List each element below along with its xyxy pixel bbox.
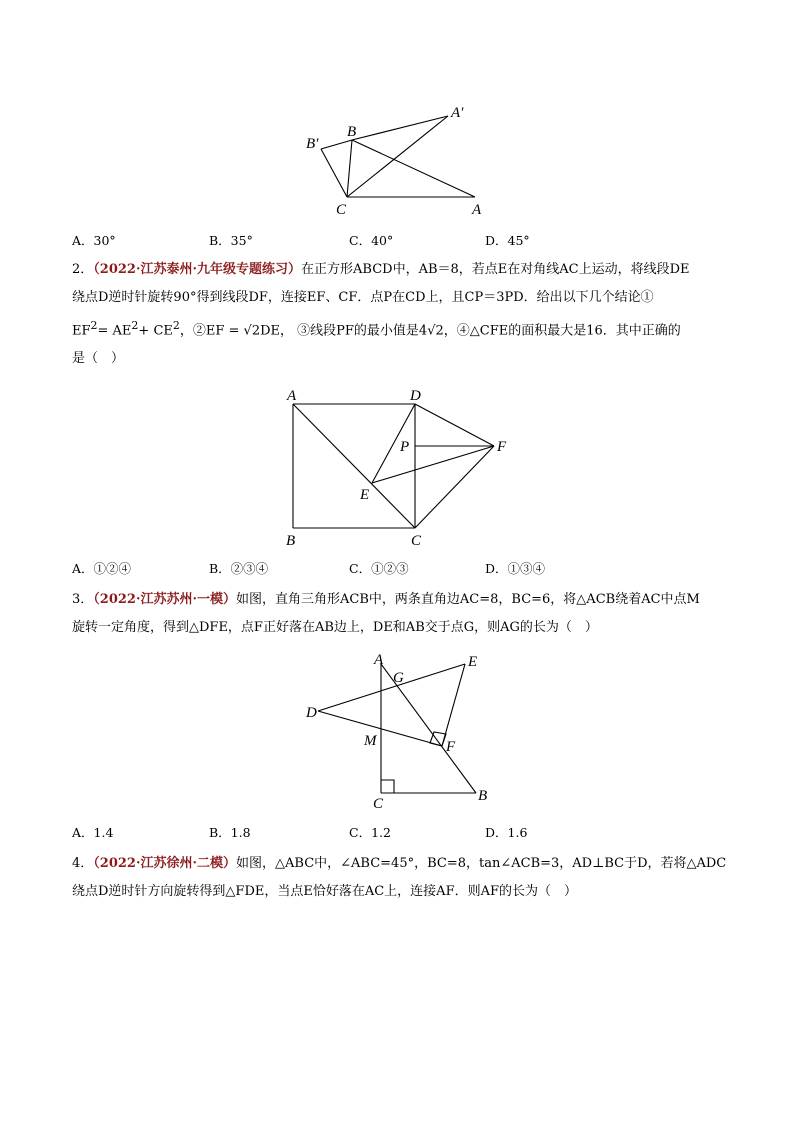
- q4-text-1: 如图，△ABC中，∠ABC=45°，BC=8，tan∠ACB=3，AD⊥BC于D，若将△ADC: [236, 856, 727, 871]
- q3-label-b: B: [478, 788, 488, 804]
- q2-sup-3: 2: [172, 319, 180, 332]
- q3-number: 3．: [72, 592, 94, 607]
- q3-option-c[interactable]: C．1.2: [349, 825, 391, 840]
- q3-source: （2022·江苏苏州·一模）: [93, 592, 237, 607]
- q2-line-2: 绕点D逆时针旋转90°得到线段DF，连接EF、CF．点P在CD上，且CP＝3PD．给出以下几个结论①: [72, 290, 654, 305]
- q1-option-a[interactable]: A．30°: [72, 233, 116, 248]
- q3-text-1: 如图，直角三角形ACB中，两条直角边AC=8，BC=6，将△ACB绕着AC中点M: [236, 592, 700, 607]
- q2-source: （2022·江苏泰州·九年级专题练习）: [93, 262, 302, 277]
- q3-right-angle-c: [381, 780, 394, 793]
- q2-label-c: C: [411, 533, 422, 549]
- q3-line-2: 旋转一定角度，得到△DFE，点F正好落在AB边上，DE和AB交于点G，则AG的长为（ ）: [72, 620, 598, 635]
- q4-number: 4．: [72, 856, 94, 871]
- q2-formula-ce: + CE: [138, 323, 173, 339]
- q3-label-a: A: [374, 652, 384, 668]
- q1-line-b-c: [347, 140, 352, 197]
- q2-label-e: E: [360, 487, 370, 503]
- q4-line-1: [72, 850, 732, 878]
- q2-label-f: F: [497, 439, 507, 455]
- q3-label-f: F: [446, 739, 456, 755]
- q2-text-3-rest: ，②EF = √2DE， ③线段PF的最小值是4√2，④△CFE的面积最大是16．其中正确的: [179, 323, 681, 339]
- q3-label-g: G: [393, 670, 404, 686]
- q1-option-b[interactable]: B．35°: [209, 233, 253, 248]
- q2-sup-2: 2: [131, 319, 139, 332]
- q2-sup-1: 2: [90, 319, 98, 332]
- q2-label-p: P: [400, 439, 410, 455]
- q1-line-b-a: [352, 140, 475, 197]
- q3-options: [72, 823, 752, 841]
- q3-line-1: [72, 586, 732, 614]
- q2-option-a[interactable]: A．①②④: [72, 561, 132, 576]
- q3-figure: [300, 648, 500, 813]
- q2-line-4: 是（ ）: [72, 351, 125, 367]
- q1-option-c[interactable]: C．40°: [349, 233, 394, 248]
- q2-option-b[interactable]: B．②③④: [209, 561, 269, 576]
- q3-line-df: [318, 711, 442, 746]
- q4-line-2: 绕点D逆时针方向旋转得到△FDE，当点E恰好落在AC上，连接AF．则AF的长为（ ）: [72, 884, 577, 899]
- q3-line-de: [318, 664, 465, 711]
- q2-label-d: D: [410, 388, 421, 404]
- q1-line-bp-c: [321, 149, 347, 197]
- q3-label-m: M: [364, 733, 377, 749]
- q2-figure: [280, 385, 520, 550]
- q3-label-e: E: [468, 654, 478, 670]
- q2-label-a: A: [287, 388, 297, 404]
- q1-options: [72, 231, 752, 249]
- q3-text: [72, 586, 732, 642]
- q1-label-ap: A′: [451, 105, 464, 121]
- q1-label-a: A: [472, 202, 482, 218]
- q2-option-c[interactable]: C．①②③: [349, 561, 409, 576]
- q3-label-d: D: [306, 705, 317, 721]
- q4-text: [72, 850, 732, 906]
- q1-label-bp: B′: [306, 136, 319, 152]
- q3-option-a[interactable]: A．1.4: [72, 825, 114, 840]
- q2-number: 2．: [72, 262, 94, 277]
- q2-formula-ef: EF: [72, 323, 91, 339]
- q2-options: [72, 559, 752, 577]
- q2-text: [72, 256, 732, 373]
- q1-label-c: C: [336, 202, 347, 218]
- q3-option-b[interactable]: B．1.8: [209, 825, 251, 840]
- q3-label-c: C: [373, 796, 384, 812]
- q1-figure: [300, 100, 500, 220]
- q2-line-df: [415, 404, 494, 446]
- q2-line-ac: [293, 404, 415, 528]
- q1-option-d[interactable]: D．45°: [485, 233, 530, 248]
- q1-line-bp-b: [321, 140, 352, 149]
- q3-option-d[interactable]: D．1.6: [485, 825, 528, 840]
- q2-line-3: [72, 312, 732, 345]
- q2-label-b: B: [286, 533, 296, 549]
- q4-source: （2022·江苏徐州·二模）: [93, 856, 237, 871]
- q1-label-b: B: [347, 124, 357, 140]
- q2-text-1: 在正方形ABCD中，AB＝8，若点E在对角线AC上运动，将线段DE: [301, 262, 690, 277]
- q2-line-1: [72, 256, 732, 284]
- q2-option-d[interactable]: D．①③④: [485, 561, 546, 576]
- q2-formula-ae: = AE: [97, 323, 132, 339]
